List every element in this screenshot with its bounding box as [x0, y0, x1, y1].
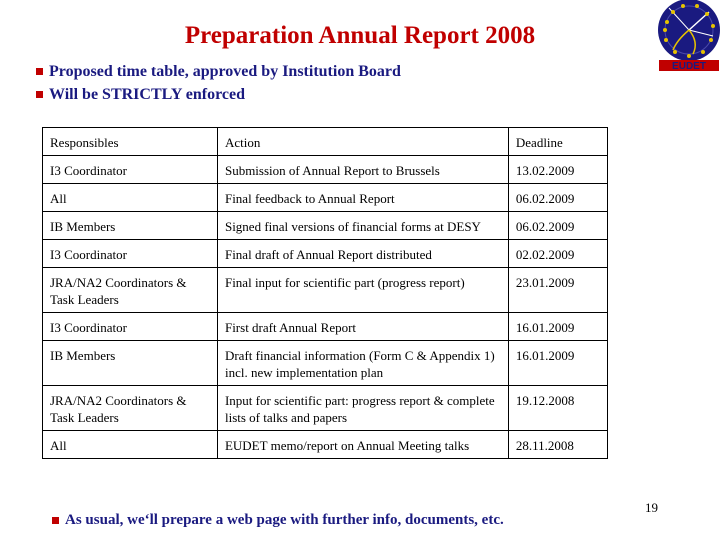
bullet-square-icon: [36, 68, 43, 75]
table-row: [43, 240, 608, 268]
table-row: [43, 268, 608, 313]
table-row: [43, 431, 608, 459]
header-action: Action: [217, 128, 508, 156]
cell-responsibles: IB Members: [43, 341, 218, 386]
cell-responsibles: IB Members: [43, 212, 218, 240]
footer-note: [52, 512, 504, 529]
cell-responsibles: All: [43, 184, 218, 212]
bullet-square-icon: [36, 91, 43, 98]
bullet-square-icon: [52, 517, 59, 524]
cell-action: EUDET memo/report on Annual Meeting talks: [217, 431, 508, 459]
cell-action-line: incl. new implementation plan: [224, 365, 384, 380]
footer-text: As usual, we‘ll prepare a web page with further info, documents, etc.: [65, 512, 504, 528]
cell-action: Final input for scientific part (progress report): [217, 268, 508, 313]
cell-deadline: 28.11.2008: [508, 431, 607, 459]
cell-deadline: 06.02.2009: [508, 212, 607, 240]
cell-responsibles: JRA/NA2 Coordinators & Task Leaders: [43, 268, 218, 313]
cell-action: Input for scientific part: progress report & complete lists of talks and papers: [217, 386, 508, 431]
cell-action: Final draft of Annual Report distributed: [217, 240, 508, 268]
cell-action: [217, 341, 508, 386]
cell-deadline: 16.01.2009: [508, 313, 607, 341]
cell-responsibles: I3 Coordinator: [43, 313, 218, 341]
bullet-text: Proposed time table, approved by Institution Board: [49, 63, 401, 80]
cell-action-line: Draft financial information (Form C & Appendix 1): [224, 348, 495, 363]
header-deadline: Deadline: [508, 128, 607, 156]
eudet-logo-icon: [655, 0, 720, 72]
cell-responsibles: All: [43, 431, 218, 459]
cell-action: Signed final versions of financial forms at DESY: [217, 212, 508, 240]
bullet-list: [36, 60, 401, 106]
cell-deadline: 19.12.2008: [508, 386, 607, 431]
table-row: [43, 212, 608, 240]
cell-action: Submission of Annual Report to Brussels: [217, 156, 508, 184]
bullet-text: Will be STRICTLY enforced: [49, 86, 246, 103]
cell-deadline: 02.02.2009: [508, 240, 607, 268]
cell-responsibles: I3 Coordinator: [43, 240, 218, 268]
table-header-row: [43, 128, 608, 156]
page-title: Preparation Annual Report 2008: [184, 22, 536, 49]
table-row: [43, 313, 608, 341]
cell-deadline: 06.02.2009: [508, 184, 607, 212]
table-row: [43, 156, 608, 184]
cell-deadline: 16.01.2009: [508, 341, 607, 386]
logo-text: EUDET: [672, 61, 706, 72]
cell-deadline: 23.01.2009: [508, 268, 607, 313]
timetable: [42, 127, 608, 459]
cell-action: Final feedback to Annual Report: [217, 184, 508, 212]
cell-action: First draft Annual Report: [217, 313, 508, 341]
table-row: [43, 341, 608, 386]
table-row: [43, 386, 608, 431]
cell-responsibles: I3 Coordinator: [43, 156, 218, 184]
table-row: [43, 184, 608, 212]
header-responsibles: Responsibles: [43, 128, 218, 156]
cell-responsibles: JRA/NA2 Coordinators & Task Leaders: [43, 386, 218, 431]
bullet-item: [36, 83, 401, 106]
cell-deadline: 13.02.2009: [508, 156, 607, 184]
page-number: 19: [645, 500, 658, 515]
bullet-item: [36, 60, 401, 83]
